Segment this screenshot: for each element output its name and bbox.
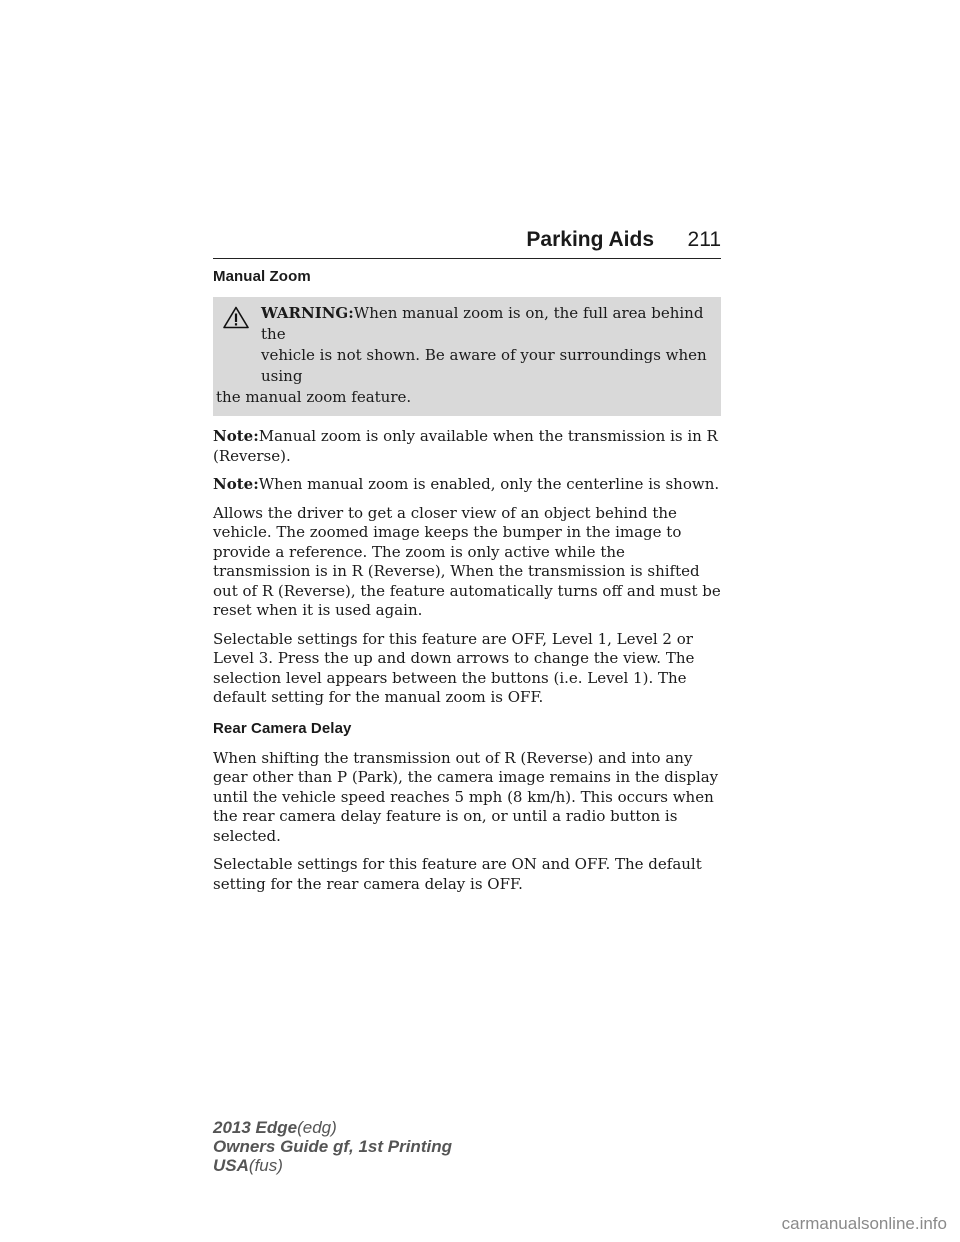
page-footer: [213, 1118, 452, 1175]
warning-line-1: [216, 303, 713, 345]
note-1: [213, 427, 721, 466]
paragraph-rear-camera-1: When shifting the transmission out of R (Reverse) and into any gear other than P (Park), the camera image remains in the display until the vehicle speed reaches 5 mph (8 km/h). This occurs when the rear camera delay feature is on, or until a radio button is selected.: [213, 748, 719, 845]
footer-line-3: [213, 1156, 452, 1175]
warning-label: WARNING:: [261, 304, 354, 322]
page-content: [213, 268, 721, 903]
paragraph-manual-zoom-2: Selectable settings for this feature are OFF, Level 1, Level 2 or Level 3. Press the up and down arrows to change the view. The selection level appears between the buttons (i.e. Level 1). The default setting for the manual zoom is OFF.: [213, 629, 695, 706]
note-2: [213, 475, 721, 495]
page-header: [213, 228, 721, 259]
warning-triangle-icon: [223, 306, 249, 329]
warning-text-1: When manual zoom is on, the full area behind the: [261, 304, 704, 343]
paragraph-manual-zoom-1: Allows the driver to get a closer view of an object behind the vehicle. The zoomed image keeps the bumper in the image to provide a reference. The zoom is only active while the transmission is in R (Reverse), When the transmission is shifted out of R (Reverse), the feature automatically turns off and must be reset when it is used again.: [213, 503, 721, 619]
section-title: Parking Aids: [526, 228, 654, 251]
footer-model: 2013 Edge: [213, 1118, 298, 1137]
note-2-label: Note:: [213, 475, 259, 493]
note-1-label: Note:: [213, 427, 259, 445]
heading-manual-zoom: Manual Zoom: [213, 268, 311, 285]
footer-market-code: (fus): [248, 1156, 283, 1175]
page-number: 211: [687, 228, 721, 251]
note-1-text: Manual zoom is only available when the transmission is in R (Reverse).: [213, 427, 718, 465]
footer-line-1: [213, 1118, 452, 1137]
paragraph-rear-camera-2: Selectable settings for this feature are ON and OFF. The default setting for the rear camera delay is OFF.: [213, 855, 702, 893]
warning-line-3: the manual zoom feature.: [216, 388, 412, 406]
watermark-link[interactable]: carmanualsonline.info: [781, 1214, 947, 1233]
warning-line-2: vehicle is not shown. Be aware of your surroundings when using: [261, 346, 707, 385]
note-2-text: When manual zoom is enabled, only the centerline is shown.: [258, 475, 720, 493]
footer-line-2: Owners Guide gf, 1st Printing: [213, 1137, 452, 1156]
warning-box: [213, 297, 721, 416]
heading-rear-camera-delay: Rear Camera Delay: [213, 719, 352, 737]
footer-model-code: (edg): [297, 1118, 337, 1137]
footer-market: USA: [213, 1156, 249, 1175]
